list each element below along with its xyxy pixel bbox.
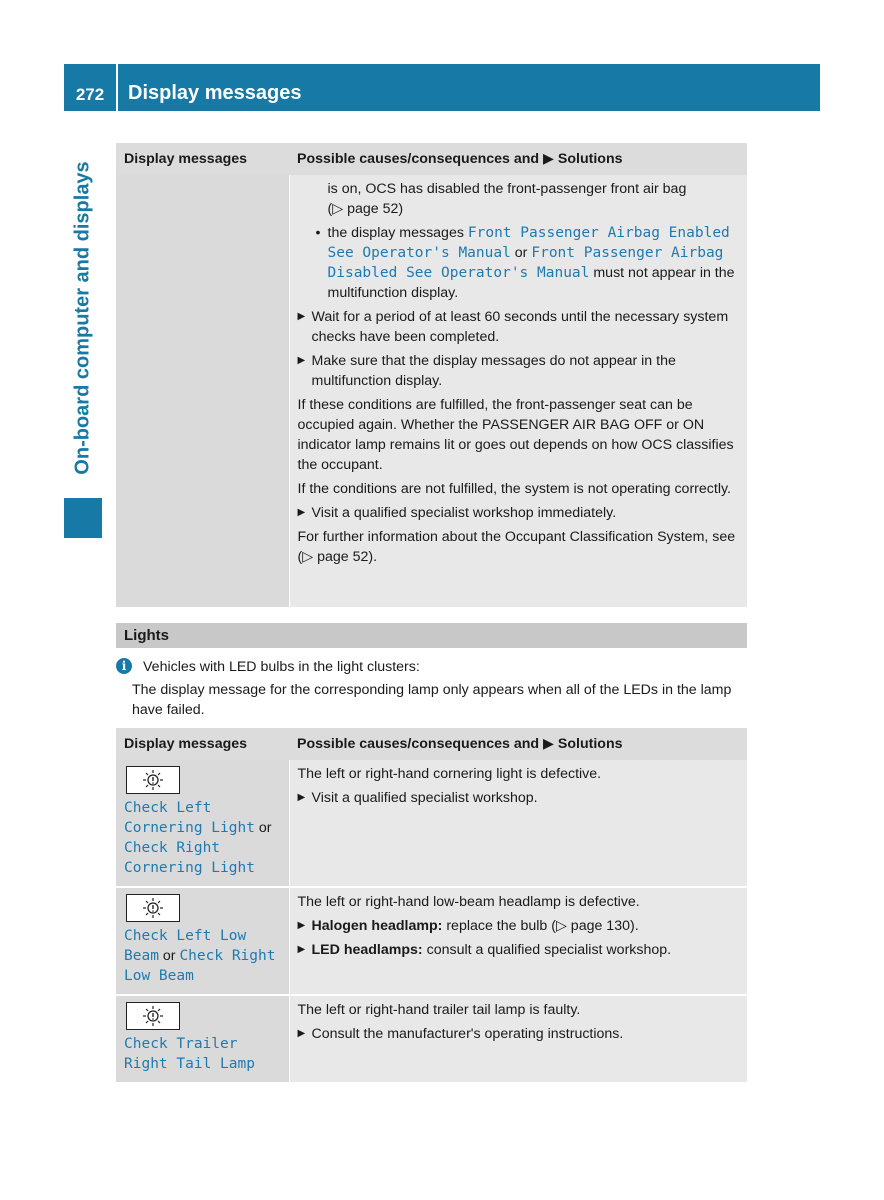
solution-step: ▶ Make sure that the display messages do not appear in the multifunction display. — [298, 351, 741, 391]
solution-step: ▶ Consult the manufacturer's operating instructions. — [298, 1024, 741, 1044]
table-row — [116, 760, 747, 887]
solution-step: ▶ Wait for a period of at least 60 seconds until the necessary system checks have been completed. — [298, 307, 741, 347]
display-message: Check Left Cornering Light — [124, 800, 255, 836]
or-label: or — [258, 820, 272, 836]
lamp-warning-icon — [126, 766, 180, 794]
or-label: or — [162, 948, 176, 964]
display-message: Front Passenger Airbag Enabled See Operator's Manual — [327, 225, 730, 261]
solution-step: ▶ Visit a qualified specialist workshop. — [298, 788, 741, 808]
page-reference: (▷ page 52) — [327, 201, 404, 217]
cause-text: The left or right-hand cornering light is defective. — [297, 766, 602, 782]
table-row — [116, 175, 747, 607]
solution-step: ▶ Visit a qualified specialist workshop immediately. — [298, 503, 741, 523]
display-message: Check Left Low Beam — [124, 928, 247, 964]
info-icon: i — [116, 658, 132, 674]
cause-text: The left or right-hand low-beam headlamp is defective. — [297, 894, 640, 910]
display-message: Check Trailer Right Tail Lamp — [124, 1036, 255, 1072]
paragraph: If these conditions are fulfilled, the front-passenger seat can be occupied again. Whether the PASSENGER AIR BAG OFF or ON indicator lamp remains lit or goes out depends on how OCS classifies the occupant. — [297, 397, 734, 473]
side-tab-marker — [64, 498, 102, 538]
bullet-text: the display messages — [327, 225, 464, 241]
lamp-warning-icon — [126, 894, 180, 922]
col-header-causes-solutions: Possible causes/consequences and ▶ Solutions — [289, 143, 747, 175]
step-text: consult a qualified specialist workshop. — [426, 942, 672, 958]
page-header — [64, 64, 820, 111]
paragraph: If the conditions are not fulfilled, the system is not operating correctly. — [297, 481, 731, 497]
paragraph: For further information about the Occupant Classification System, see (▷ page 52). — [297, 529, 736, 565]
table-row — [116, 887, 747, 995]
page-number: 272 — [64, 64, 118, 111]
section-heading-lights — [116, 623, 747, 648]
or-label: or — [514, 245, 528, 261]
list-item — [298, 223, 741, 303]
cause-text: The left or right-hand trailer tail lamp is faulty. — [297, 1002, 581, 1018]
lamp-warning-icon — [126, 1002, 180, 1030]
page-title: Display messages — [128, 82, 302, 104]
table-lights — [116, 728, 747, 1082]
bullet-text: must not appear in the multifunction display. — [327, 265, 735, 301]
step-label: LED headlamps: — [311, 942, 423, 958]
note-line: The display message for the corresponding lamp only appears when all of the LEDs in the lamp have failed. — [132, 682, 732, 718]
note-line: Vehicles with LED bulbs in the light clusters: — [143, 659, 420, 675]
solution-step — [298, 940, 741, 960]
display-message: Check Right Cornering Light — [124, 840, 255, 876]
continued-line: is on, OCS has disabled the front-passenger front air bag — [327, 181, 687, 197]
display-message: Check Right Low Beam — [124, 948, 276, 984]
step-text: replace the bulb (▷ page 130). — [446, 918, 639, 934]
section-heading-text: Lights — [124, 627, 169, 644]
display-message: Front Passenger Airbag Disabled See Operator's Manual — [327, 245, 724, 281]
step-label: Halogen headlamp: — [311, 918, 443, 934]
col-header-causes-solutions: Possible causes/consequences and ▶ Solutions — [289, 728, 747, 760]
col-header-display-messages: Display messages — [116, 143, 289, 175]
table-occupant-classification — [116, 143, 747, 607]
col-header-display-messages: Display messages — [116, 728, 289, 760]
solution-step — [298, 916, 741, 936]
section-side-tab — [64, 148, 102, 538]
table-row — [116, 995, 747, 1082]
continued-text — [298, 179, 741, 219]
side-tab-label: On-board computer and displays — [71, 161, 94, 475]
